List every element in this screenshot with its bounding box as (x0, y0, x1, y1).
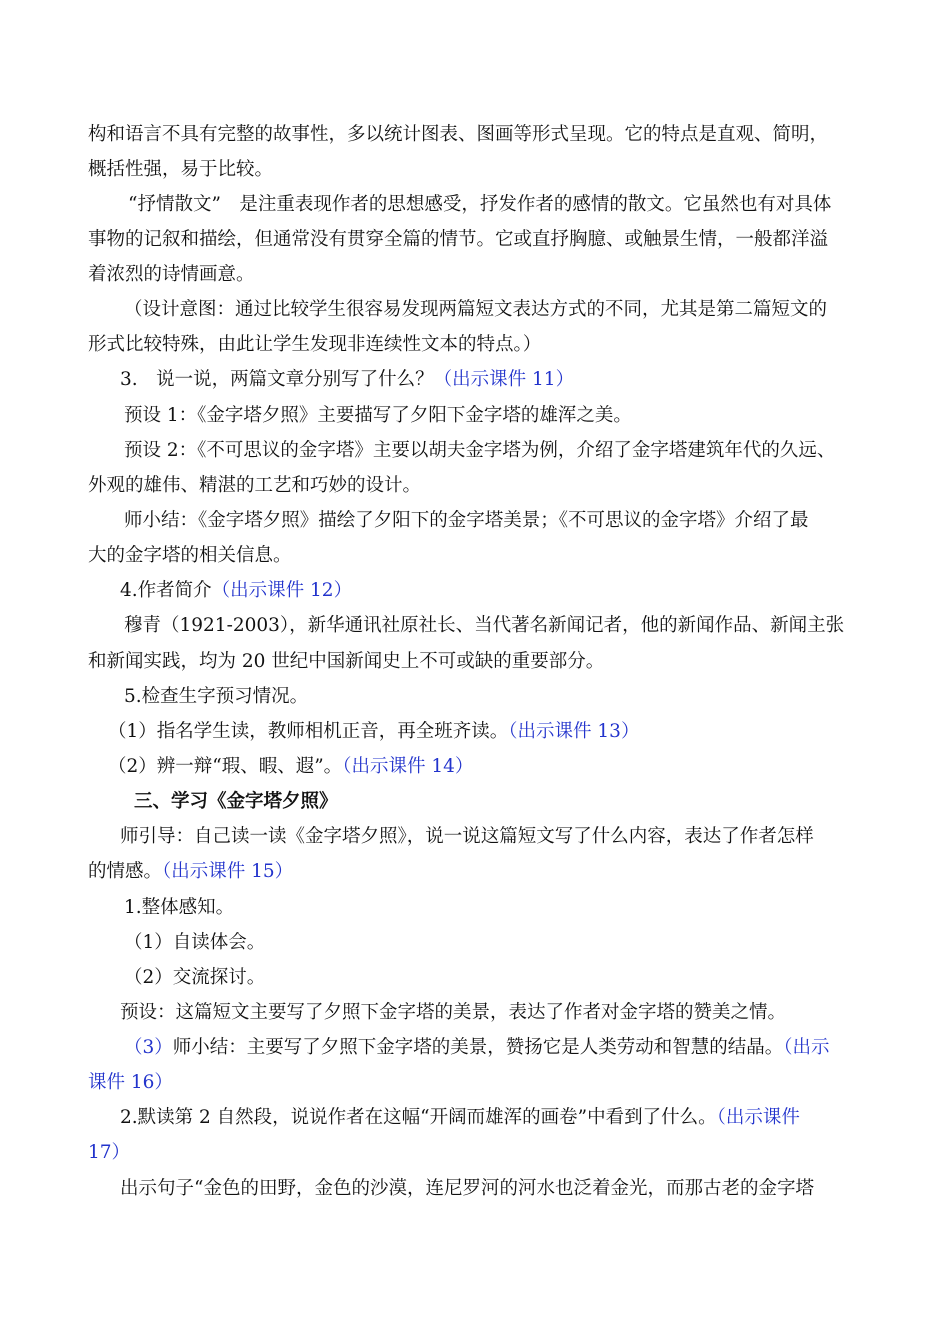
para-line-5: 着浓烈的诗情画意。 (88, 264, 255, 285)
section-3-heading: 三、学习《金字塔夕照》 (134, 791, 338, 812)
courseware-ref: （出示 (783, 1037, 830, 1058)
para-line-2: 概括性强，易于比较。 (88, 159, 274, 180)
guide-line-1: 师引导：自己读一读《金字塔夕照》，说一说这篇短文写了什么内容，表达了作者怎样 (120, 826, 814, 847)
step-5-line: 5.检查生字预习情况。 (124, 686, 309, 707)
courseware-ref: （出示课件 12） (211, 580, 353, 601)
discuss-line: （2）交流探讨。 (124, 967, 266, 988)
courseware-ref: （出示课件 11） (433, 369, 575, 390)
step-2-line-2 (88, 1141, 130, 1165)
preset-2-line-1: 预设 2：《不可思议的金字塔》主要以胡夫金字塔为例，介绍了金字塔建筑年代的久远、 (124, 440, 836, 461)
summary-line-2: 大的金字塔的相关信息。 (88, 545, 292, 566)
courseware-ref: （出示课件 15） (162, 861, 294, 882)
design-note-line-1: （设计意图：通过比较学生很容易发现两篇短文表达方式的不同，尤其是第二篇短文的 (124, 299, 828, 320)
design-note-line-2: 形式比较特殊，由此让学生发现非连续性文本的特点。） (88, 334, 542, 355)
step-5-1-line: （1）指名学生读，教师相机正音，再全班齐读。（出示课件 13） (108, 721, 640, 742)
summary-3-line-1: （3）师小结：主要写了夕照下金字塔的美景，赞扬它是人类劳动和智慧的结晶。（出示 (124, 1037, 830, 1058)
self-read-line: （1）自读体会。 (124, 932, 266, 953)
preset-line: 预设：这篇短文主要写了夕照下金字塔的美景，表达了作者对金字塔的赞美之情。 (120, 1002, 787, 1023)
step-3-line: 3. 说一说，两篇文章分别写了什么？（出示课件 11） (120, 369, 575, 390)
author-line-1: 穆青（1921-2003），新华通讯社原社长、当代著名新闻记者，他的新闻作品、新闻主张 (124, 615, 845, 636)
summary-line-1: 师小结：《金字塔夕照》描绘了夕阳下的金字塔美景；《不可思议的金字塔》介绍了最 (124, 510, 809, 531)
summary-3-line-2 (88, 1071, 173, 1095)
courseware-ref: （出示课件 14） (342, 756, 474, 777)
courseware-ref: 17） (88, 1142, 131, 1163)
preset-2-line-2: 外观的雄伟、精湛的工艺和巧妙的设计。 (88, 475, 422, 496)
courseware-ref: （出示课件 (716, 1107, 800, 1128)
guide-line-2: 的情感。（出示课件 15） (88, 861, 294, 882)
courseware-ref: 课件 16） (88, 1072, 173, 1093)
para-line-4: 事物的记叙和描绘，但通常没有贯穿全篇的情节。它或直抒胸臆、或触景生情，一般都洋溢 (88, 229, 829, 250)
step-4-line: 4.作者简介（出示课件 12） (120, 580, 353, 601)
step-5-2-line: （2）辨一辩“瑕、暇、遐”。（出示课件 14） (108, 756, 474, 777)
courseware-ref: （出示课件 13） (508, 721, 640, 742)
author-line-2: 和新闻实践，均为 20 世纪中国新闻史上不可或缺的重要部分。 (88, 651, 605, 672)
quote-line: 出示句子“金色的田野，金色的沙漠，连尼罗河的河水也泛着金光，而那古老的金字塔 (120, 1178, 814, 1199)
step-2-line-1: 2.默读第 2 自然段，说说作者在这幅“开阔而雄浑的画卷”中看到了什么。（出示课件 (120, 1107, 800, 1128)
overall-perception-line: 1.整体感知。 (124, 897, 235, 918)
preset-1-line: 预设 1：《金字塔夕照》主要描写了夕阳下金字塔的雄浑之美。 (124, 405, 632, 426)
para-line-3: “抒情散文” 是注重表现作者的思想感受，抒发作者的感情的散文。它虽然也有对具体 (128, 194, 832, 215)
para-line-1: 构和语言不具有完整的故事性，多以统计图表、图画等形式呈现。它的特点是直观、简明， (88, 124, 829, 145)
